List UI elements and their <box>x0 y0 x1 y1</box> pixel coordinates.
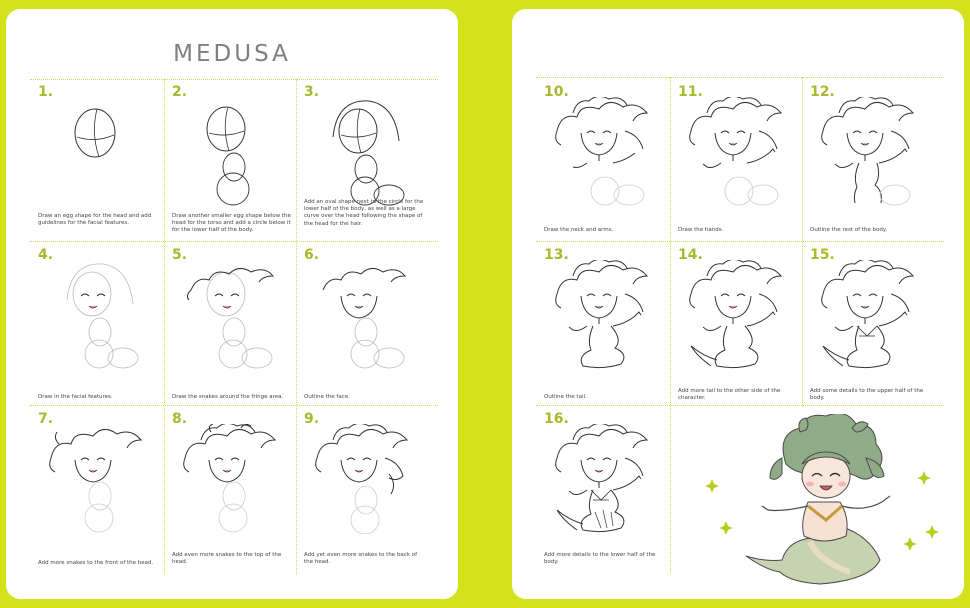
right-page <box>512 9 964 599</box>
step-sketch <box>543 97 663 207</box>
step-caption: Draw an egg shape for the head and add guidelines for the facial features. <box>38 213 152 227</box>
step-sketch <box>171 97 291 207</box>
grid-line <box>30 241 438 242</box>
step-sketch <box>543 424 663 534</box>
grid-line <box>164 79 165 575</box>
step-number: 8. <box>172 411 188 427</box>
step-caption: Draw another smaller egg shape below the head for the torso and add a circle below it for the lower half of the body. <box>172 213 291 234</box>
grid-line <box>802 77 803 407</box>
page-title: MEDUSA <box>173 41 291 67</box>
step-15 <box>804 244 934 404</box>
step-number: 14. <box>678 247 703 263</box>
step-11 <box>672 81 802 241</box>
step-caption: Draw the hands. <box>678 227 724 233</box>
step-4 <box>32 244 162 404</box>
step-caption: Add more details to the lower half of the body. <box>544 552 656 566</box>
step-sketch <box>303 424 423 534</box>
grid-line <box>30 405 438 406</box>
grid-line <box>536 77 944 78</box>
step-14 <box>672 244 802 404</box>
step-caption: Outline the tail. <box>544 394 587 400</box>
step-sketch <box>677 97 797 207</box>
step-caption: Draw the snakes around the fringe area. <box>172 394 284 400</box>
step-13 <box>538 244 668 404</box>
step-number: 4. <box>38 247 54 263</box>
medusa-final-illustration <box>690 414 952 589</box>
step-9 <box>298 408 428 568</box>
step-caption: Add more tail to the other side of the character. <box>678 388 781 402</box>
step-caption: Add yet even more snakes to the back of the head. <box>304 552 418 566</box>
step-number: 5. <box>172 247 188 263</box>
step-5 <box>166 244 296 404</box>
step-sketch <box>37 424 157 534</box>
step-number: 12. <box>810 84 835 100</box>
step-sketch <box>303 260 423 370</box>
step-number: 2. <box>172 84 188 100</box>
step-caption: Draw the neck and arms. <box>544 227 614 233</box>
step-sketch <box>171 260 291 370</box>
step-caption: Add some details to the upper half of the body. <box>810 388 924 402</box>
step-number: 10. <box>544 84 569 100</box>
grid-line <box>536 241 944 242</box>
step-caption: Add an oval shape next to the circle for the lower half of the body, as well as a large curve over the head following the shape of the head for the hair. <box>304 199 424 227</box>
step-sketch <box>37 97 157 207</box>
step-6 <box>298 244 428 404</box>
step-number: 13. <box>544 247 569 263</box>
grid-line <box>670 77 671 573</box>
step-sketch <box>677 260 797 370</box>
step-12 <box>804 81 934 241</box>
step-16 <box>538 408 668 568</box>
step-caption: Outline the rest of the body. <box>810 227 888 233</box>
step-3 <box>298 81 428 241</box>
step-sketch <box>303 97 423 207</box>
step-7 <box>32 408 162 568</box>
grid-line <box>296 79 297 575</box>
step-sketch <box>37 260 157 370</box>
step-1 <box>32 81 162 241</box>
step-caption: Outline the face. <box>304 394 350 400</box>
grid-line <box>536 405 944 406</box>
grid-line <box>30 79 438 80</box>
step-2 <box>166 81 296 241</box>
step-caption: Add even more snakes to the top of the head. <box>172 552 282 566</box>
step-number: 3. <box>304 84 320 100</box>
step-number: 9. <box>304 411 320 427</box>
step-number: 1. <box>38 84 54 100</box>
step-number: 6. <box>304 247 320 263</box>
step-sketch <box>809 97 929 207</box>
step-10 <box>538 81 668 241</box>
step-caption: Draw in the facial features. <box>38 394 113 400</box>
step-sketch <box>171 424 291 534</box>
step-8 <box>166 408 296 568</box>
left-page <box>6 9 458 599</box>
step-number: 7. <box>38 411 54 427</box>
step-number: 16. <box>544 411 569 427</box>
step-number: 15. <box>810 247 835 263</box>
step-caption: Add more snakes to the front of the head. <box>38 560 154 566</box>
step-sketch <box>809 260 929 370</box>
step-number: 11. <box>678 84 703 100</box>
step-sketch <box>543 260 663 370</box>
